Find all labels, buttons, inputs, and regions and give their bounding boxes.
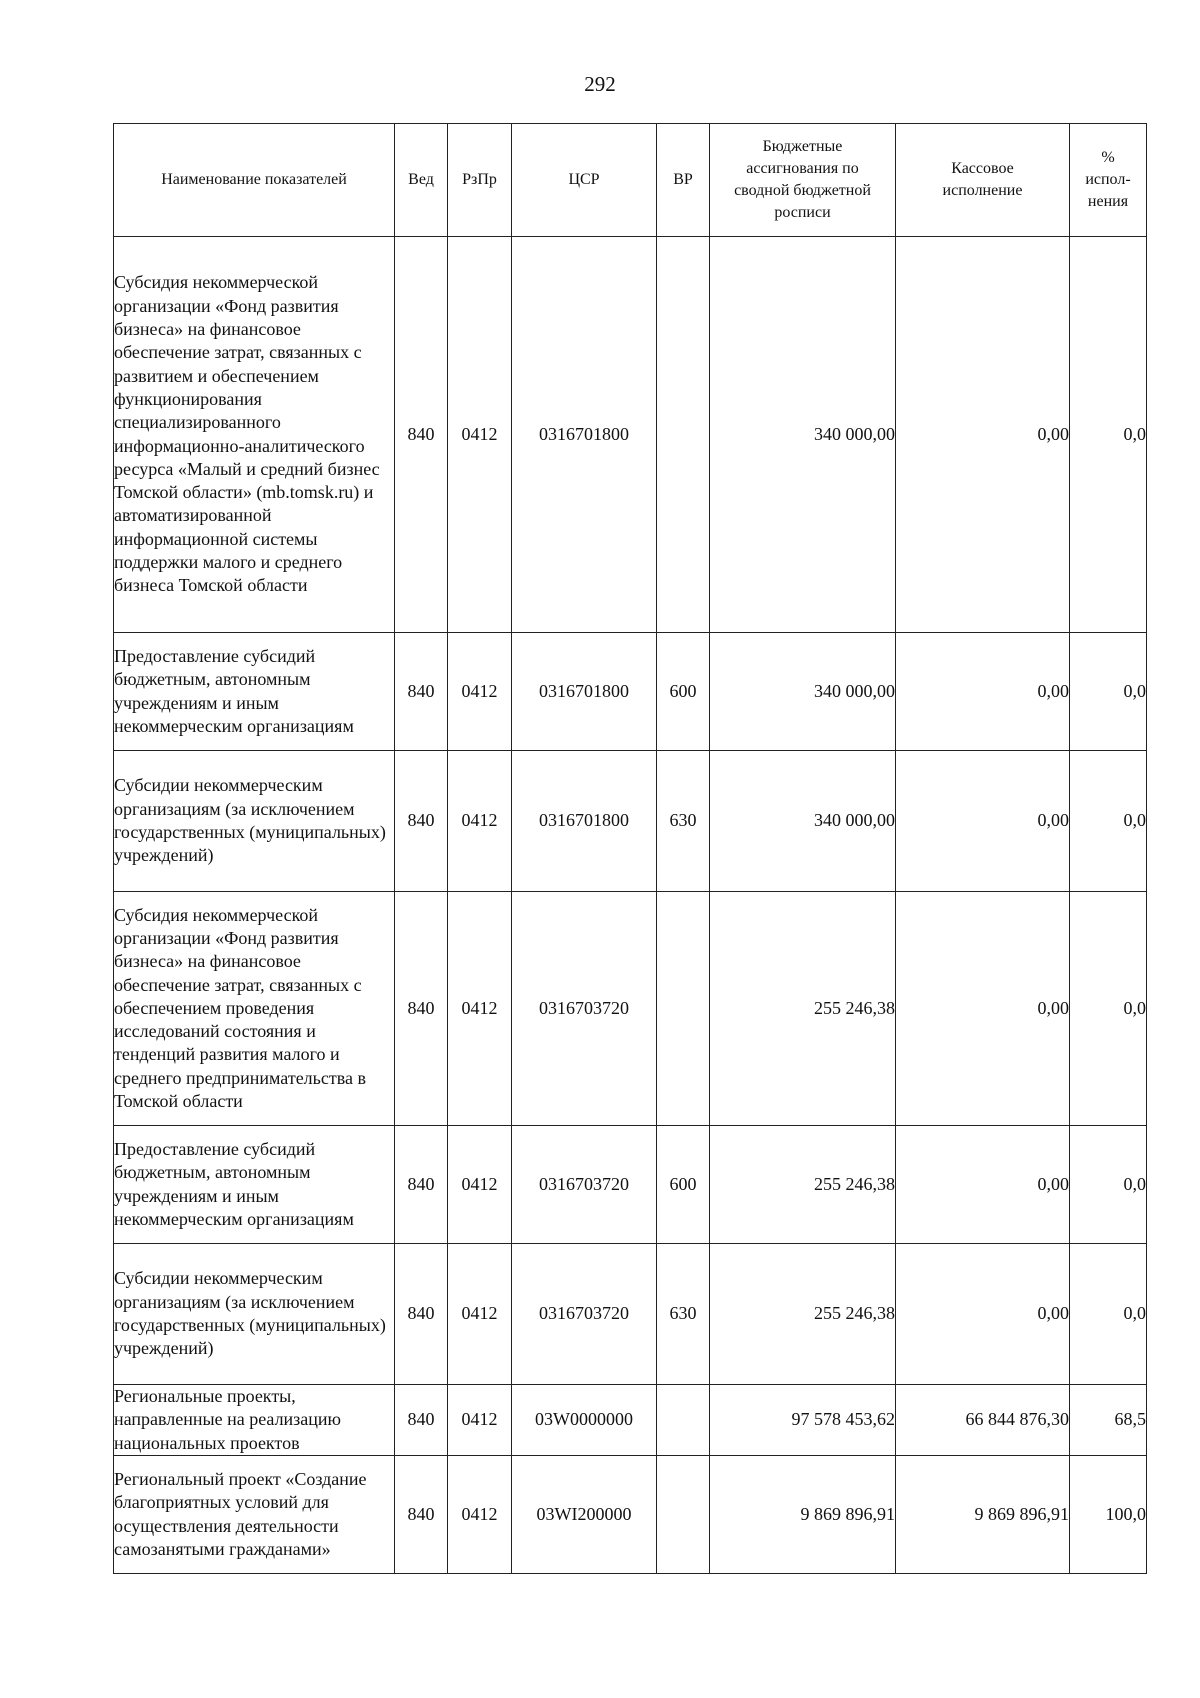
row-name: Предоставление субсидий бюджетным, автономным учреждениям и иным некоммерческим организациям bbox=[114, 633, 395, 751]
row-csr: 0316703720 bbox=[512, 1244, 657, 1385]
row-rzpr: 0412 bbox=[448, 1126, 512, 1244]
row-assigned: 340 000,00 bbox=[710, 751, 896, 892]
row-ved: 840 bbox=[395, 1244, 448, 1385]
row-executed: 0,00 bbox=[896, 1126, 1070, 1244]
header-vr: ВР bbox=[657, 124, 710, 237]
row-percent: 0,0 bbox=[1070, 1244, 1147, 1385]
table-header-row bbox=[114, 124, 1147, 237]
table-row bbox=[114, 1456, 1147, 1574]
row-csr: 0316703720 bbox=[512, 1126, 657, 1244]
row-percent: 68,5 bbox=[1070, 1385, 1147, 1456]
row-csr: 03WI200000 bbox=[512, 1456, 657, 1574]
row-vr bbox=[657, 892, 710, 1126]
row-assigned: 255 246,38 bbox=[710, 1126, 896, 1244]
row-csr: 0316701800 bbox=[512, 237, 657, 633]
row-ved: 840 bbox=[395, 1126, 448, 1244]
row-ved: 840 bbox=[395, 892, 448, 1126]
table-row bbox=[114, 633, 1147, 751]
row-percent: 0,0 bbox=[1070, 237, 1147, 633]
header-csr: ЦСР bbox=[512, 124, 657, 237]
row-vr: 630 bbox=[657, 751, 710, 892]
row-ved: 840 bbox=[395, 237, 448, 633]
page-number: 292 bbox=[584, 72, 616, 96]
row-csr: 0316701800 bbox=[512, 751, 657, 892]
row-assigned: 255 246,38 bbox=[710, 1244, 896, 1385]
header-name: Наименование показателей bbox=[114, 124, 395, 237]
row-rzpr: 0412 bbox=[448, 892, 512, 1126]
row-name: Предоставление субсидий бюджетным, автономным учреждениям и иным некоммерческим организациям bbox=[114, 1126, 395, 1244]
row-ved: 840 bbox=[395, 1385, 448, 1456]
row-name: Субсидия некоммерческой организации «Фонд развития бизнеса» на финансовое обеспечение затрат, связанных с обеспечением проведения исследований состояния и тенденций развития малого и среднего предпринимательства в Томской области bbox=[114, 892, 395, 1126]
row-executed: 0,00 bbox=[896, 237, 1070, 633]
row-csr: 0316703720 bbox=[512, 892, 657, 1126]
row-percent: 0,0 bbox=[1070, 892, 1147, 1126]
row-ved: 840 bbox=[395, 1456, 448, 1574]
row-csr: 0316701800 bbox=[512, 633, 657, 751]
table-row bbox=[114, 237, 1147, 633]
header-assigned: Бюджетные ассигнования по сводной бюджетной росписи bbox=[710, 124, 896, 237]
row-name: Региональный проект «Создание благоприятных условий для осуществления деятельности самозанятыми гражданами» bbox=[114, 1456, 395, 1574]
row-vr bbox=[657, 237, 710, 633]
table-row bbox=[114, 1126, 1147, 1244]
row-vr bbox=[657, 1456, 710, 1574]
row-executed: 0,00 bbox=[896, 1244, 1070, 1385]
row-assigned: 340 000,00 bbox=[710, 633, 896, 751]
row-executed: 66 844 876,30 bbox=[896, 1385, 1070, 1456]
table-row bbox=[114, 1385, 1147, 1456]
row-percent: 100,0 bbox=[1070, 1456, 1147, 1574]
row-name: Субсидии некоммерческим организациям (за исключением государственных (муниципальных) учреждений) bbox=[114, 1244, 395, 1385]
row-rzpr: 0412 bbox=[448, 633, 512, 751]
table-row bbox=[114, 1244, 1147, 1385]
row-name: Субсидии некоммерческим организациям (за исключением государственных (муниципальных) учреждений) bbox=[114, 751, 395, 892]
row-name: Региональные проекты, направленные на реализацию национальных проектов bbox=[114, 1385, 395, 1456]
row-rzpr: 0412 bbox=[448, 237, 512, 633]
row-executed: 0,00 bbox=[896, 892, 1070, 1126]
row-vr: 600 bbox=[657, 1126, 710, 1244]
row-vr: 630 bbox=[657, 1244, 710, 1385]
row-rzpr: 0412 bbox=[448, 1244, 512, 1385]
row-assigned: 97 578 453,62 bbox=[710, 1385, 896, 1456]
header-rzpr: РзПр bbox=[448, 124, 512, 237]
budget-execution-table bbox=[113, 123, 1147, 1574]
row-percent: 0,0 bbox=[1070, 1126, 1147, 1244]
row-executed: 9 869 896,91 bbox=[896, 1456, 1070, 1574]
row-name: Субсидия некоммерческой организации «Фонд развития бизнеса» на финансовое обеспечение затрат, связанных с развитием и обеспечением функционирования специализированного информационно-аналитического ресурса «Малый и средний бизнес Томской области» (mb.tomsk.ru) и автоматизированной информационной системы поддержки малого и среднего бизнеса Томской области bbox=[114, 237, 395, 633]
row-percent: 0,0 bbox=[1070, 633, 1147, 751]
table-row bbox=[114, 892, 1147, 1126]
header-percent: % испол-нения bbox=[1070, 124, 1147, 237]
row-ved: 840 bbox=[395, 751, 448, 892]
row-percent: 0,0 bbox=[1070, 751, 1147, 892]
table-row bbox=[114, 751, 1147, 892]
row-rzpr: 0412 bbox=[448, 1385, 512, 1456]
header-ved: Вед bbox=[395, 124, 448, 237]
row-assigned: 9 869 896,91 bbox=[710, 1456, 896, 1574]
row-vr bbox=[657, 1385, 710, 1456]
header-executed: Кассовое исполнение bbox=[896, 124, 1070, 237]
row-rzpr: 0412 bbox=[448, 1456, 512, 1574]
row-executed: 0,00 bbox=[896, 751, 1070, 892]
row-vr: 600 bbox=[657, 633, 710, 751]
row-ved: 840 bbox=[395, 633, 448, 751]
row-rzpr: 0412 bbox=[448, 751, 512, 892]
row-csr: 03W0000000 bbox=[512, 1385, 657, 1456]
row-assigned: 340 000,00 bbox=[710, 237, 896, 633]
row-executed: 0,00 bbox=[896, 633, 1070, 751]
row-assigned: 255 246,38 bbox=[710, 892, 896, 1126]
